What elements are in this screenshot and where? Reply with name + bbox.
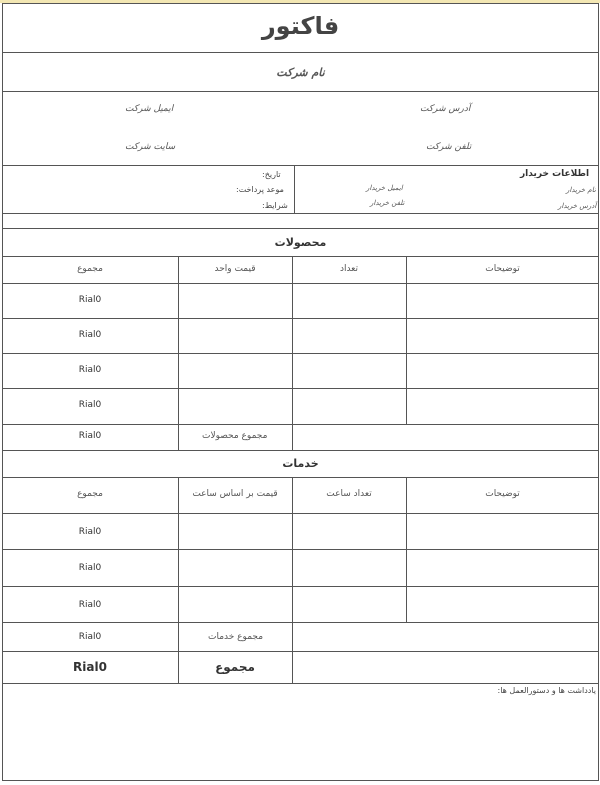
rule <box>2 91 599 92</box>
company-site: سایت شرکت <box>125 142 176 152</box>
services-subtotal-label: مجموع خدمات <box>208 632 264 642</box>
products-row-total: Rial0 <box>78 295 102 305</box>
buyer-email: ایمیل خریدار <box>366 184 403 192</box>
services-col-hourly-rate: قیمت بر اساس ساعت <box>192 489 278 499</box>
terms-label: شرایط: <box>262 201 288 210</box>
rule <box>2 513 599 514</box>
rule <box>2 586 599 587</box>
rule <box>2 213 599 214</box>
rule <box>2 651 599 652</box>
rule <box>2 256 599 257</box>
products-subtotal-value: Rial0 <box>78 431 102 441</box>
services-row-total: Rial0 <box>78 527 102 537</box>
services-col-description: توضیحات <box>485 489 520 499</box>
rule <box>2 622 599 623</box>
services-col-hours: تعداد ساعت <box>326 489 372 499</box>
products-col-description: توضیحات <box>485 264 520 274</box>
company-address: آدرس شرکت <box>420 104 471 114</box>
products-row-total: Rial0 <box>78 365 102 375</box>
company-email: ایمیل شرکت <box>125 104 174 114</box>
rule <box>294 165 295 213</box>
rule <box>2 683 599 684</box>
rule <box>178 477 179 683</box>
date-label: تاریخ: <box>262 170 281 179</box>
rule <box>292 477 293 683</box>
buyer-heading: اطلاعات خریدار <box>520 169 590 179</box>
rule <box>178 256 179 450</box>
rule <box>2 318 599 319</box>
rule <box>2 52 599 53</box>
rule <box>2 424 599 425</box>
services-row-total: Rial0 <box>78 600 102 610</box>
products-col-total: مجموع <box>77 264 103 274</box>
products-subtotal-label: مجموع محصولات <box>202 431 268 441</box>
products-heading: محصولات <box>274 236 327 249</box>
products-col-unit-price: قیمت واحد <box>214 264 256 274</box>
services-subtotal-value: Rial0 <box>78 632 102 642</box>
services-row-total: Rial0 <box>78 563 102 573</box>
due-date-label: موعد پرداخت: <box>236 185 284 194</box>
rule <box>2 477 599 478</box>
rule <box>2 165 599 166</box>
company-phone: تلفن شرکت <box>426 142 472 152</box>
rule <box>406 256 407 424</box>
grand-total-value: Rial0 <box>73 660 107 674</box>
products-col-quantity: تعداد <box>339 264 359 274</box>
buyer-phone: تلفن خریدار <box>370 199 405 207</box>
notes-label: یادداشت ها و دستورالعمل ها: <box>497 686 596 695</box>
rule <box>2 549 599 550</box>
rule <box>2 450 599 451</box>
services-col-total: مجموع <box>77 489 103 499</box>
services-heading: خدمات <box>282 457 319 470</box>
products-row-total: Rial0 <box>78 330 102 340</box>
rule <box>2 228 599 229</box>
products-row-total: Rial0 <box>78 400 102 410</box>
grand-total-label: مجموع <box>215 660 255 674</box>
buyer-address: آدرس خریدار <box>558 202 597 210</box>
invoice-title: فاکتور <box>261 12 340 40</box>
company-name: نام شرکت <box>276 66 325 79</box>
rule <box>2 283 599 284</box>
buyer-name: نام خریدار <box>566 186 596 194</box>
rule <box>2 353 599 354</box>
rule <box>2 388 599 389</box>
rule <box>292 256 293 450</box>
